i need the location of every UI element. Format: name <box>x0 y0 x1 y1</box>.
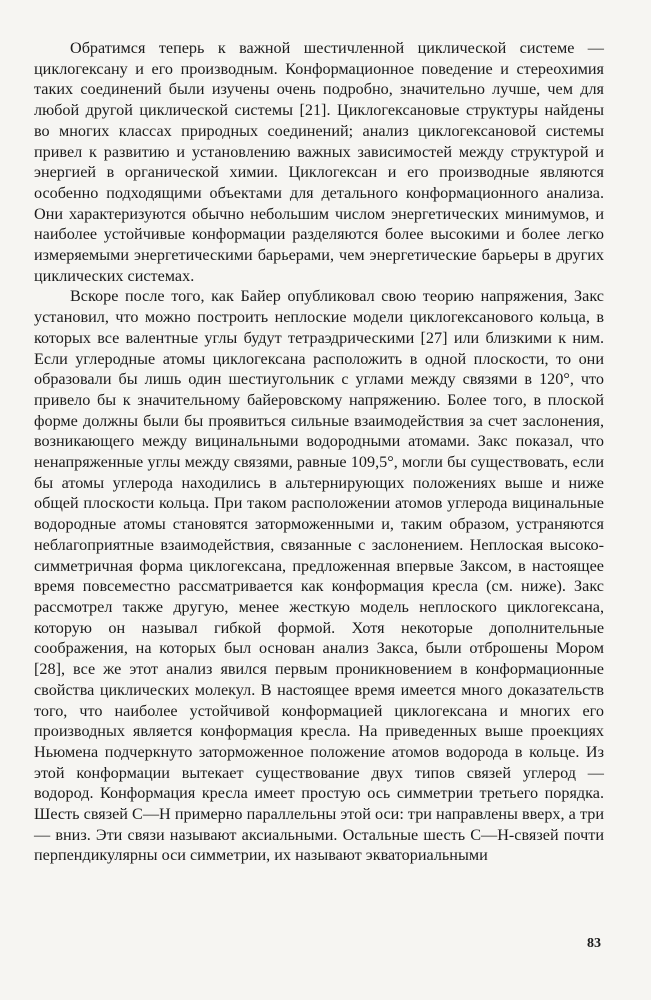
page-number: 83 <box>587 936 601 951</box>
page-body <box>34 38 604 866</box>
paragraph-cyclohexane-intro: Обратимся теперь к важной шестичленной циклической системе — циклогексану и его производным. Конформационное поведение и стереохимия таких соединений были изучены очень подробно, значительно лучше, чем для любой другой циклической системы [21]. Циклогексановые структуры найдены во многих классах природных соединений; анализ циклогексановой системы привел к развитию и установлению важных зависимостей между структурой и энергией в органической химии. Циклогексан и его производные являются особенно подходящими объектами для детального конформационного анализа. Они характеризуются обычно небольшим числом энергетических минимумов, и наиболее устойчивые конформации разделяются более высокими и более легко измеряемыми энергетическими барьерами, чем энергетические барьеры в других циклических системах. <box>34 39 604 285</box>
paragraph-sachse-chair: Вскоре после того, как Байер опубликовал свою теорию напряжения, Закс установил, что можно построить неплоские модели циклогексанового кольца, в которых все валентные углы будут тетраэдрическими [27] или близкими к ним. Если углеродные атомы циклогексана расположить в одной плоскости, то они образовали бы лишь один шестиугольник с углами между связями в 120°, что привело бы к значительному байеровскому напряжению. Более того, в плоской форме должны были бы проявиться сильные взаимодействия за счет заслонения, возникающего между вицинальными водородными атомами. Закс показал, что ненапряженные углы между связями, равные 109,5°, могли бы существовать, если бы атомы углерода находились в альтернирующих положениях выше и ниже общей плоскости кольца. При таком расположении атомов углерода вицинальные водородные атомы становятся заторможенными и, таким образом, устраняются неблагоприятные взаимодействия, связанные с заслонением. Неплоская высокосимметричная форма циклогексана, предложенная впервые Заксом, в настоящее время повсеместно рассматривается как конформация кресла (см. ниже). Закс рассмотрел также другую, менее жесткую модель неплоского циклогексана, которую он называл гибкой формой. Хотя некоторые дополнительные соображения, на которых был основан анализ Закса, были отброшены Мором [28], все же этот анализ явился первым проникновением в конформационные свойства циклических молекул. В настоящее время имеется много доказательств того, что наиболее устойчивой конформацией циклогексана и многих его производных является конформация кресла. На приведенных выше проекциях Ньюмена подчеркнуто заторможенное положение атомов водорода в кольце. Из этой конформации вытекает существование двух типов связей углерод — водород. Конформация кресла имеет простую ось симметрии третьего порядка. Шесть связей C—H примерно параллельны этой оси: три направлены вверх, а три — вниз. Эти связи называют аксиальными. Остальные шесть C—H-связей почти перпендикулярны оси симметрии, их называют экваториальными <box>34 287 604 865</box>
